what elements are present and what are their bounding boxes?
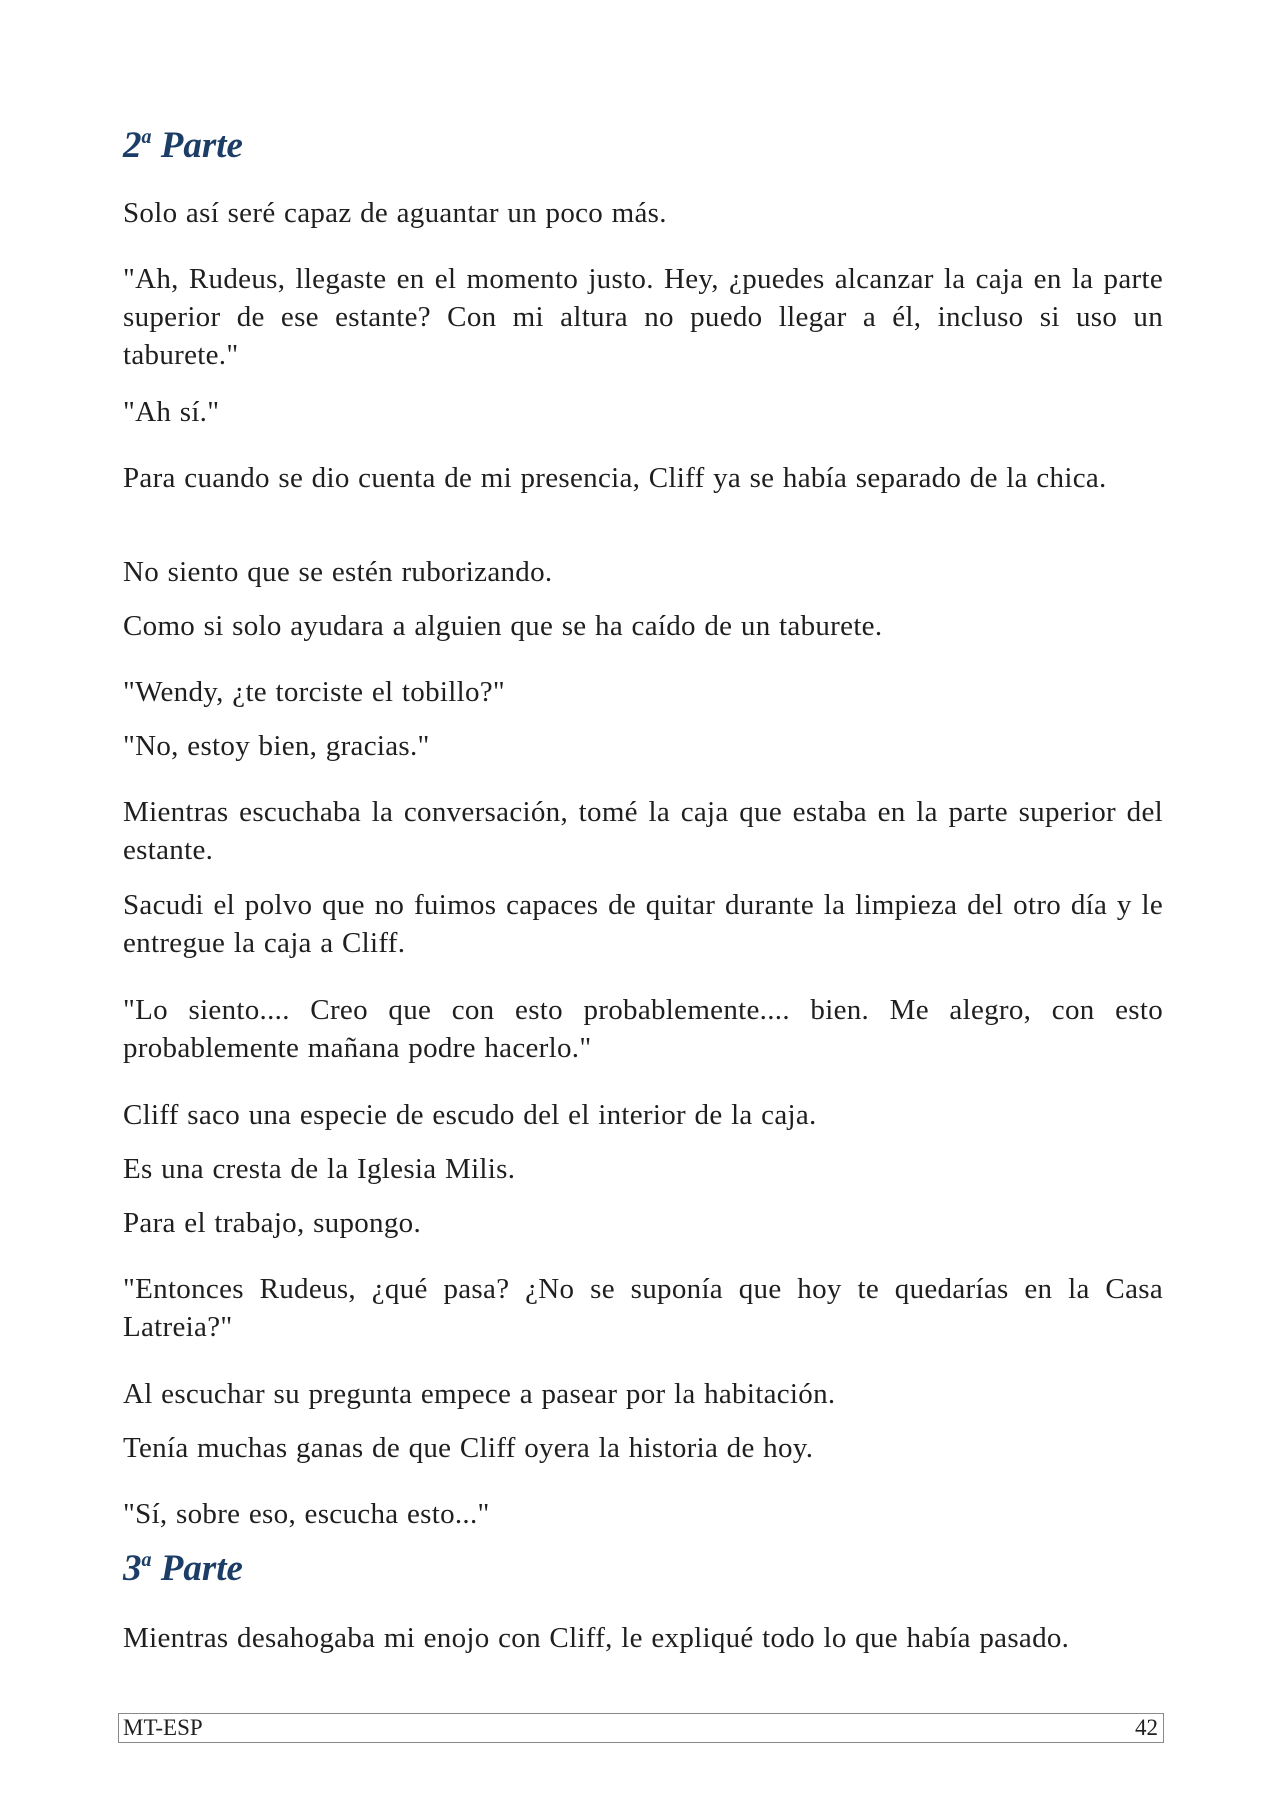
paragraph: Cliff saco una especie de escudo del el interior de la caja. <box>123 1099 817 1131</box>
paragraph: Al escuchar su pregunta empece a pasear por la habitación. <box>123 1378 836 1410</box>
paragraph: Mientras desahogaba mi enojo con Cliff, le expliqué todo lo que había pasado. <box>123 1622 1070 1654</box>
section-superscript: a <box>141 1549 152 1571</box>
paragraph: Solo así seré capaz de aguantar un poco más. <box>123 197 667 229</box>
paragraph: "Lo siento.... Creo que con esto probablemente.... bien. Me alegro, con esto probablemente mañana podre hacerlo." <box>123 994 1163 1064</box>
paragraph: No siento que se estén ruborizando. <box>123 556 553 588</box>
section-number: 3 <box>123 1548 142 1589</box>
section-heading-2 <box>123 124 243 168</box>
section-title: Parte <box>160 125 243 166</box>
paragraph: Tenía muchas ganas de que Cliff oyera la historia de hoy. <box>123 1432 814 1464</box>
page-number: 42 <box>1135 1715 1158 1740</box>
paragraph: Para cuando se dio cuenta de mi presencia, Cliff ya se había separado de la chica. <box>123 462 1107 494</box>
paragraph: "Wendy, ¿te torciste el tobillo?" <box>123 676 506 708</box>
paragraph: "Ah, Rudeus, llegaste en el momento justo. Hey, ¿puedes alcanzar la caja en la parte superior de ese estante? Con mi altura no puedo llegar a él, incluso si uso un taburete." <box>123 263 1163 371</box>
paragraph: Mientras escuchaba la conversación, tomé la caja que estaba en la parte superior del estante. <box>123 796 1163 866</box>
paragraph: "No, estoy bien, gracias." <box>123 730 430 762</box>
paragraph: Es una cresta de la Iglesia Milis. <box>123 1153 516 1185</box>
section-number: 2 <box>123 125 142 166</box>
section-heading-3 <box>123 1547 243 1591</box>
section-title: Parte <box>160 1548 243 1589</box>
paragraph: Como si solo ayudara a alguien que se ha caído de un taburete. <box>123 610 883 642</box>
section-superscript: a <box>141 126 152 148</box>
footer-label: MT-ESP <box>123 1715 203 1740</box>
paragraph: "Sí, sobre eso, escucha esto..." <box>123 1498 490 1530</box>
page-footer <box>118 1713 1164 1743</box>
document-page <box>123 0 1163 1810</box>
paragraph: "Entonces Rudeus, ¿qué pasa? ¿No se suponía que hoy te quedarías en la Casa Latreia?" <box>123 1273 1163 1343</box>
paragraph: "Ah sí." <box>123 396 220 428</box>
paragraph: Sacudi el polvo que no fuimos capaces de quitar durante la limpieza del otro día y le entregue la caja a Cliff. <box>123 889 1163 959</box>
paragraph: Para el trabajo, supongo. <box>123 1207 422 1239</box>
